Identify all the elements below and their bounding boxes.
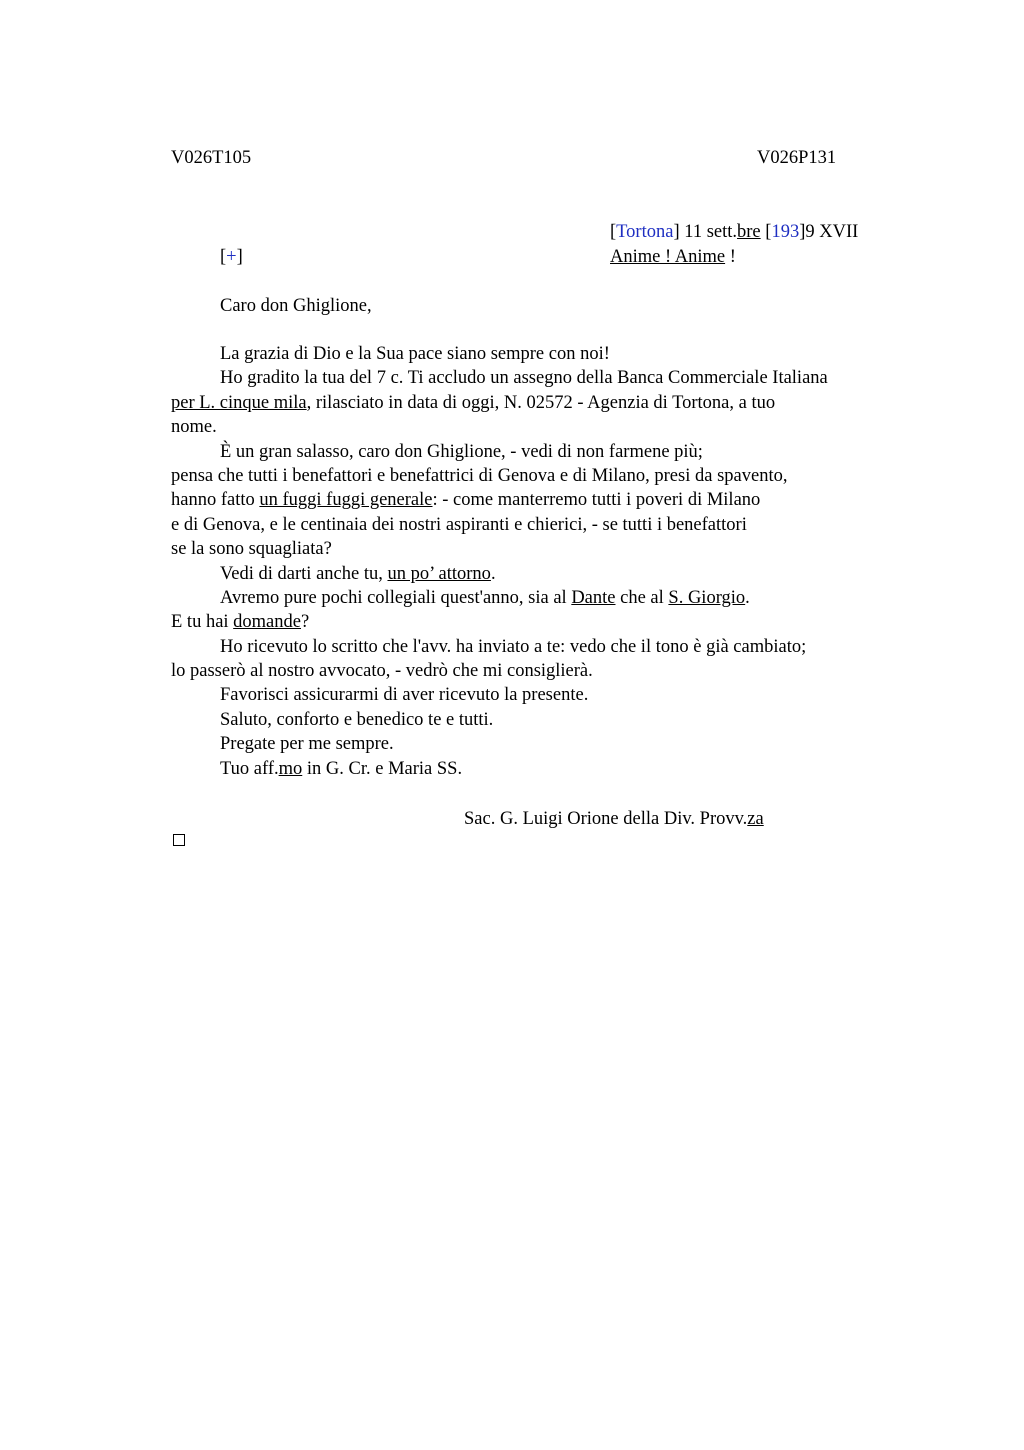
motto-tail: ! (725, 247, 736, 267)
salutation: Caro don Ghiglione, (220, 296, 372, 316)
body-line: Favorisci assicurarmi di aver ricevuto la presente. (220, 685, 589, 706)
body-text-span: : - come manterremo tutti i poveri di Milano (432, 490, 761, 511)
body-text-span: Avremo pure pochi collegiali quest'anno, sia al (220, 587, 572, 608)
body-line: Ho gradito la tua del 7 c. Ti accludo un assegno della Banca Commerciale Italiana (220, 368, 828, 389)
body-text-span: E tu hai (171, 612, 234, 633)
body-line: pensa che tutti i benefattori e benefattrici di Genova e di Milano, presi da spavento, (171, 465, 788, 486)
body-line: se la sono squagliata? (171, 539, 332, 560)
body-line (171, 391, 911, 415)
body-line (171, 610, 911, 634)
body-line: Saluto, conforto e benedico te e tutti. (220, 709, 494, 730)
body-line (171, 586, 911, 610)
body-line: nome. (171, 417, 217, 438)
body-text-span: , rilasciato in data di oggi, N. 02572 - Agenzia di Tortona, a tuo (306, 392, 776, 413)
document-code-right: V026P131 (757, 148, 837, 168)
dateline-open-bracket: [ (610, 222, 617, 242)
body-text-span: ? (300, 612, 310, 633)
dateline-day-month: 11 sett. (679, 222, 738, 242)
body-line: lo passerò al nostro avvocato, - vedrò che mi consiglierà. (171, 661, 593, 682)
body-line (171, 757, 911, 781)
empty-square-icon (173, 834, 185, 846)
letter-body (171, 342, 911, 781)
dateline-year-editorial: 193 (771, 222, 800, 242)
underlined-name: Dante (571, 587, 616, 608)
body-text-span: . (490, 563, 496, 584)
body-text-span: in G. Cr. e Maria SS. (302, 758, 463, 779)
body-text-span: Vedi di darti anche tu, (220, 563, 388, 584)
underlined-amount: per L. cinque mila (171, 392, 307, 413)
dateline-month-suffix: bre (737, 222, 761, 242)
signature-main: Sac. G. Luigi Orione della Div. Provv. (464, 809, 748, 829)
underlined-name: S. Giorgio (668, 587, 746, 608)
body-text-span: Tuo aff. (220, 758, 279, 779)
body-line: e di Genova, e le centinaia dei nostri aspiranti e chierici, - se tutti i benefattori (171, 514, 747, 535)
signature-suffix: za (747, 809, 764, 829)
body-line: Pregate per me sempre. (220, 734, 394, 755)
underlined-phrase: un fuggi fuggi generale (259, 490, 433, 511)
body-line: È un gran salasso, caro don Ghiglione, - vedi di non farmene più; (220, 441, 703, 462)
underlined-phrase: un po’ attorno (387, 563, 491, 584)
body-text-span: . (745, 587, 750, 608)
motto (610, 245, 736, 269)
dateline-place: Tortona (616, 222, 674, 242)
signature (464, 807, 764, 831)
cross-open-bracket: [ (220, 247, 227, 267)
dateline-year-close: ]9 XVII (799, 222, 859, 242)
dateline (610, 220, 858, 244)
body-line (171, 488, 911, 512)
dateline-year-open: [ (760, 222, 772, 242)
cross-close-bracket: ] (236, 247, 243, 267)
body-text-span: hanno fatto (171, 490, 260, 511)
document-code-left: V026T105 (171, 148, 252, 168)
underlined-word: domande (233, 612, 301, 633)
body-line: La grazia di Dio e la Sua pace siano sempre con noi! (220, 344, 610, 364)
cross-mark (220, 245, 243, 269)
dateline-close-bracket: ] (673, 222, 680, 242)
body-text-span: che al (615, 587, 669, 608)
body-line (171, 562, 911, 586)
motto-underlined: Anime ! Anime (610, 247, 726, 267)
cross-symbol: + (226, 247, 237, 267)
underlined-abbreviation: mo (278, 758, 303, 779)
body-line: Ho ricevuto lo scritto che l'avv. ha inviato a te: vedo che il tono è già cambiato; (220, 636, 807, 657)
